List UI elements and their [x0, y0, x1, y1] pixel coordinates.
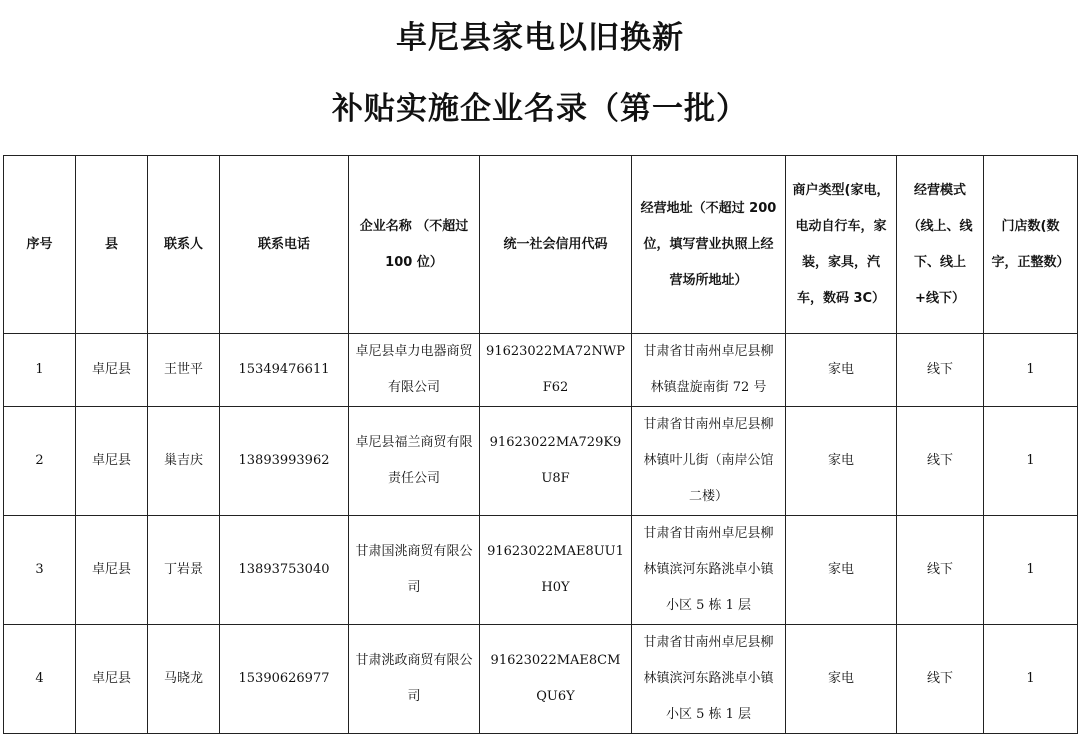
cell-phone: 13893993962	[220, 407, 349, 516]
cell-contact: 丁岩景	[148, 516, 220, 625]
cell-credit-code: 91623022MA72NWPF62	[480, 334, 632, 407]
cell-merchant-type: 家电	[786, 516, 897, 625]
enterprise-roster-table	[3, 155, 1078, 734]
header-phone: 联系电话	[220, 156, 349, 334]
cell-address: 甘肃省甘南州卓尼县柳林镇滨河东路洮卓小镇小区 5 栋 1 层	[632, 625, 786, 734]
cell-address: 甘肃省甘南州卓尼县柳林镇滨河东路洮卓小镇小区 5 栋 1 层	[632, 516, 786, 625]
cell-phone: 13893753040	[220, 516, 349, 625]
cell-stores: 1	[984, 516, 1078, 625]
cell-credit-code: 91623022MAE8UU1H0Y	[480, 516, 632, 625]
table-row	[4, 625, 1078, 734]
cell-seq: 1	[4, 334, 76, 407]
table-row	[4, 407, 1078, 516]
table-row	[4, 516, 1078, 625]
cell-merchant-type: 家电	[786, 625, 897, 734]
header-credit-code: 统一社会信用代码	[480, 156, 632, 334]
cell-stores: 1	[984, 625, 1078, 734]
cell-phone: 15390626977	[220, 625, 349, 734]
cell-mode: 线下	[897, 407, 984, 516]
table-header-row	[4, 156, 1078, 334]
cell-credit-code: 91623022MAE8CMQU6Y	[480, 625, 632, 734]
document-title-line-2: 补贴实施企业名录（第一批）	[332, 91, 748, 127]
cell-credit-code: 91623022MA729K9U8F	[480, 407, 632, 516]
cell-address: 甘肃省甘南州卓尼县柳林镇盘旋南街 72 号	[632, 334, 786, 407]
header-company: 企业名称 （不超过 100 位）	[349, 156, 480, 334]
cell-seq: 3	[4, 516, 76, 625]
cell-address: 甘肃省甘南州卓尼县柳林镇叶儿街（南岸公馆二楼）	[632, 407, 786, 516]
header-county: 县	[76, 156, 148, 334]
header-contact: 联系人	[148, 156, 220, 334]
cell-company: 卓尼县福兰商贸有限责任公司	[349, 407, 480, 516]
cell-company: 甘肃洮政商贸有限公司	[349, 625, 480, 734]
header-seq: 序号	[4, 156, 76, 334]
document-title-line-1: 卓尼县家电以旧换新	[396, 20, 684, 56]
cell-phone: 15349476611	[220, 334, 349, 407]
cell-merchant-type: 家电	[786, 407, 897, 516]
cell-county: 卓尼县	[76, 516, 148, 625]
cell-contact: 马晓龙	[148, 625, 220, 734]
header-merchant-type: 商户类型(家电，电动自行车，家装，家具，汽车，数码 3C）	[786, 156, 897, 334]
cell-stores: 1	[984, 407, 1078, 516]
cell-contact: 王世平	[148, 334, 220, 407]
header-address: 经营地址（不超过 200 位，填写营业执照上经营场所地址）	[632, 156, 786, 334]
cell-stores: 1	[984, 334, 1078, 407]
header-mode: 经营模式（线上、线下、线上+线下）	[897, 156, 984, 334]
header-stores: 门店数(数字，正整数）	[984, 156, 1078, 334]
cell-county: 卓尼县	[76, 334, 148, 407]
cell-contact: 巢吉庆	[148, 407, 220, 516]
cell-seq: 2	[4, 407, 76, 516]
cell-county: 卓尼县	[76, 407, 148, 516]
cell-merchant-type: 家电	[786, 334, 897, 407]
cell-company: 甘肃国洮商贸有限公司	[349, 516, 480, 625]
cell-mode: 线下	[897, 516, 984, 625]
table-row	[4, 334, 1078, 407]
cell-seq: 4	[4, 625, 76, 734]
cell-mode: 线下	[897, 334, 984, 407]
cell-county: 卓尼县	[76, 625, 148, 734]
cell-mode: 线下	[897, 625, 984, 734]
cell-company: 卓尼县卓力电器商贸有限公司	[349, 334, 480, 407]
